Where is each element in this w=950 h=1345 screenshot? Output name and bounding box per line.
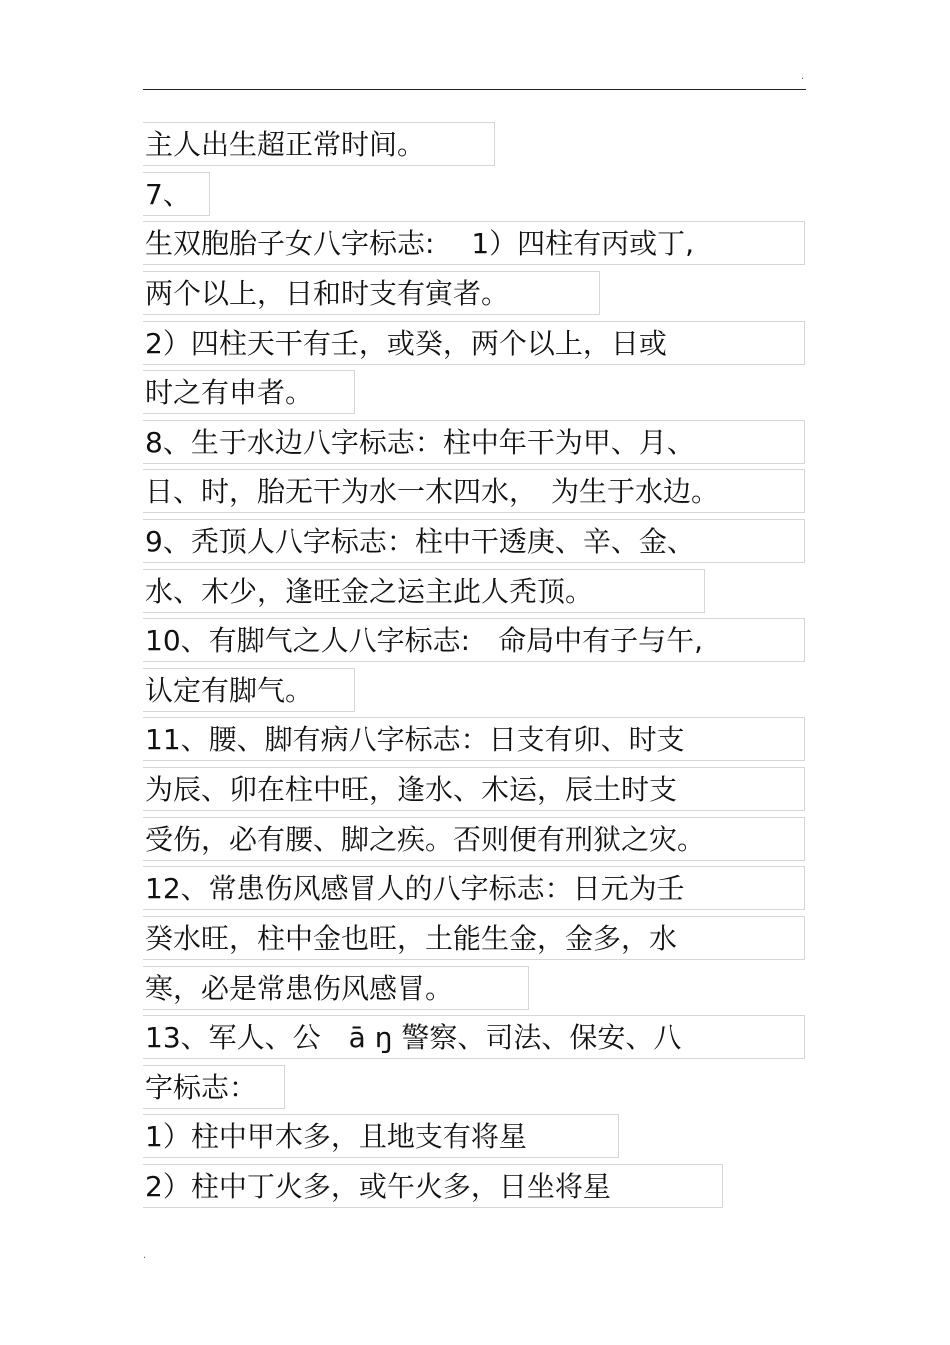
text-line-15: 受伤，必有腰、脚之疾。否则便有刑狱之灾。 (143, 817, 805, 861)
text-line-5: 2）四柱天干有壬，或癸，两个以上，日或 (143, 321, 805, 365)
text-line-16: 12、常患伤风感冒人的八字标志：日元为壬 (143, 866, 805, 910)
header-rule (143, 89, 806, 90)
header-mark: · (801, 74, 805, 85)
text-line-12: 认定有脚气。 (143, 668, 355, 712)
text-line-19: 13、军人、公 ā ŋ 警察、司法、保安、八 (143, 1015, 805, 1059)
text-line-14: 为辰、卯在柱中旺，逢水、木运，辰土时支 (143, 767, 805, 811)
text-line-3: 生双胞胎子女八字标志: 1）四柱有丙或丁, (143, 221, 805, 265)
text-line-20: 字标志： (143, 1065, 285, 1109)
text-line-10: 水、木少，逢旺金之运主此人秃顶。 (143, 569, 705, 613)
text-line-22: 2）柱中丁火多，或午火多，日坐将星 (143, 1164, 723, 1208)
text-line-11: 10、有脚气之人八字标志: 命局中有子与午, (143, 618, 805, 662)
text-line-2: 7、 (143, 172, 210, 216)
text-line-9: 9、秃顶人八字标志：柱中干透庚、辛、金、 (143, 519, 805, 563)
text-line-7: 8、生于水边八字标志：柱中年干为甲、月、 (143, 420, 805, 464)
text-line-21: 1）柱中甲木多，且地支有将星 (143, 1114, 619, 1158)
text-line-18: 寒，必是常患伤风感冒。 (143, 966, 529, 1010)
text-line-4: 两个以上，日和时支有寅者。 (143, 271, 600, 315)
text-line-8: 日、时，胎无干为水一木四水， 为生于水边。 (143, 469, 805, 513)
text-line-13: 11、腰、脚有病八字标志：日支有卯、时支 (143, 717, 805, 761)
footer-mark: · (143, 1253, 147, 1264)
text-line-1: 主人出生超正常时间。 (143, 122, 495, 166)
text-line-17: 癸水旺，柱中金也旺，土能生金，金多，水 (143, 916, 805, 960)
text-line-6: 时之有申者。 (143, 370, 355, 414)
